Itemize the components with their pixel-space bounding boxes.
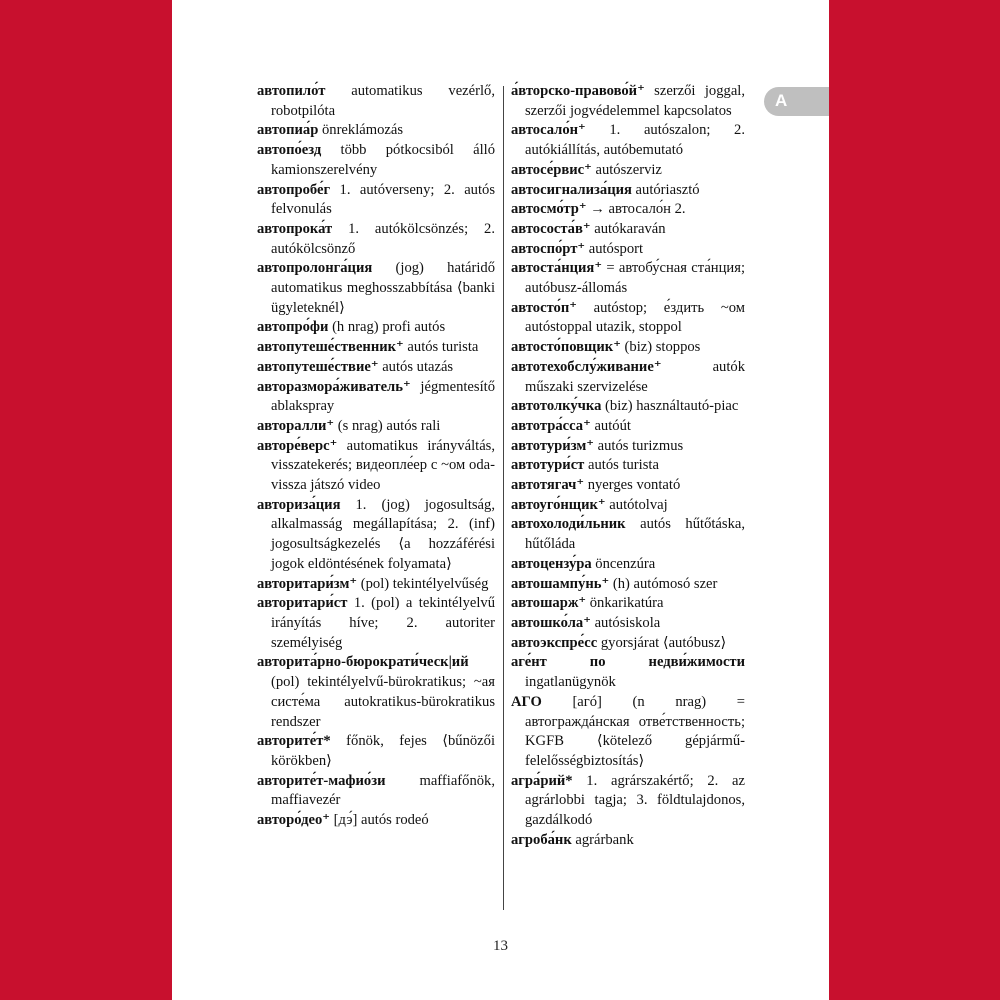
entry-definition: 1. agrárszakértő; 2. az agrárlobbi tagja; 3. földtulajdonos, gazdálkodó bbox=[525, 772, 745, 829]
dictionary-entry bbox=[257, 417, 495, 437]
entry-definition: = автобу́сная ста́нция; autóbusz-állomás bbox=[525, 260, 745, 297]
dictionary-entry bbox=[511, 358, 745, 397]
entry-headword: автосигнализа́ция bbox=[511, 181, 632, 198]
dictionary-entry bbox=[511, 417, 745, 437]
entry-headword: автопо́езд bbox=[257, 142, 322, 159]
dictionary-entry bbox=[511, 220, 745, 240]
entry-definition: agrárbank bbox=[571, 831, 634, 848]
dictionary-entry bbox=[257, 318, 495, 338]
entry-headword: автосто́п⁺ bbox=[511, 299, 577, 316]
entry-headword: автотягач⁺ bbox=[511, 477, 585, 494]
entry-headword: АГО bbox=[511, 693, 542, 710]
entry-definition: autós turista bbox=[584, 457, 659, 474]
dictionary-entry bbox=[257, 378, 495, 417]
entry-headword: авторите́т* bbox=[257, 733, 331, 750]
dictionary-entry bbox=[257, 772, 495, 811]
dictionary-entry bbox=[257, 338, 495, 358]
dictionary-entry bbox=[257, 259, 495, 318]
dictionary-entry bbox=[257, 141, 495, 180]
dictionary-entry bbox=[511, 496, 745, 516]
thumb-index-letter: A bbox=[775, 91, 788, 110]
dictionary-entry bbox=[257, 358, 495, 378]
entry-headword: аге́нт по недви́жимости bbox=[511, 654, 745, 671]
entry-headword: автотолку́чка bbox=[511, 398, 602, 415]
entry-headword: автопрока́т bbox=[257, 220, 333, 237]
dictionary-entry bbox=[257, 653, 495, 732]
entry-headword: агроба́нк bbox=[511, 831, 572, 848]
entry-definition: 1. (jog) jogosultság, alkalmasság megállapítása; 2. (inf) jogosultságkezelés ⟨a hozzáférési jogok eldöntésének folyamata⟩ bbox=[271, 496, 495, 572]
entry-definition: autószerviz bbox=[591, 161, 662, 178]
dictionary-entry bbox=[257, 575, 495, 595]
entry-definition: gyorsjárat ⟨autóbusz⟩ bbox=[597, 634, 727, 651]
entry-definition: önreklámozás bbox=[318, 122, 404, 139]
entry-headword: авторитари́зм⁺ bbox=[257, 575, 358, 592]
dictionary-entry bbox=[511, 259, 745, 298]
entry-headword: автопиа́р bbox=[257, 122, 319, 139]
entry-definition: szerzői joggal, szerzői jogvédelemmel kapcsolatos bbox=[525, 83, 745, 119]
dictionary-entry bbox=[511, 575, 745, 595]
entry-headword: авториза́ция bbox=[257, 496, 341, 513]
dictionary-entry bbox=[511, 299, 745, 338]
dictionary-entry bbox=[511, 653, 745, 692]
left-column bbox=[257, 82, 495, 831]
entry-headword: автошампу́нь⁺ bbox=[511, 575, 610, 592]
entry-headword: а́вторско-правово́й⁺ bbox=[511, 83, 645, 99]
entry-definition: automatikus vezérlő, robotpilóta bbox=[271, 83, 495, 119]
dictionary-entry bbox=[257, 811, 495, 831]
entry-headword: автопробе́г bbox=[257, 181, 331, 198]
entry-definition: autókaraván bbox=[590, 220, 666, 237]
dictionary-entry bbox=[511, 614, 745, 634]
entry-headword: автопутеше́ствие⁺ bbox=[257, 358, 379, 375]
entry-definition: jégmentesítő ablakspray bbox=[271, 378, 495, 415]
entry-definition: [дэ́] autós rodeó bbox=[329, 812, 429, 829]
entry-headword: автосмо́тр⁺ bbox=[511, 201, 587, 218]
page-number: 13 bbox=[493, 938, 508, 954]
entry-definition: autós turizmus bbox=[594, 437, 684, 454]
entry-definition: autók műszaki szervizelése bbox=[525, 358, 745, 395]
entry-headword: автоэкспре́сс bbox=[511, 634, 598, 651]
dictionary-entry bbox=[511, 831, 745, 851]
entry-definition: autósiskola bbox=[590, 614, 661, 631]
entry-definition: 1. autókölcsönzés; 2. autókölcsönző bbox=[271, 220, 495, 257]
entry-definition: több pótkocsiból álló kamionszerelvény bbox=[271, 142, 495, 178]
dictionary-entry bbox=[257, 437, 495, 496]
entry-definition: autóút bbox=[590, 417, 631, 434]
dictionary-entry bbox=[511, 397, 745, 417]
entry-definition: autós turista bbox=[403, 339, 479, 356]
entry-headword: авторита́рно-бюрократи́ческ|ий bbox=[257, 654, 469, 671]
entry-headword: автотехобслу́живание⁺ bbox=[511, 358, 662, 375]
entry-headword: автососта́в⁺ bbox=[511, 220, 591, 237]
entry-definition: (h nrag) profi autós bbox=[328, 319, 446, 336]
dictionary-entry bbox=[257, 121, 495, 141]
entry-definition: (s nrag) autós rali bbox=[334, 417, 441, 434]
entry-definition: autóriasztó bbox=[631, 181, 700, 198]
entry-definition: nyerges vontató bbox=[584, 477, 681, 494]
dictionary-entry bbox=[511, 456, 745, 476]
dictionary-entry bbox=[511, 476, 745, 496]
entry-headword: автосто́повщик⁺ bbox=[511, 339, 621, 356]
entry-headword: авторо́део⁺ bbox=[257, 812, 330, 829]
entry-definition: (pol) tekintélyelvű-bürokratikus; ~ая систе́ма autokratikus-bürokratikus rendszer bbox=[271, 674, 495, 730]
dictionary-entry bbox=[257, 181, 495, 220]
dictionary-entry bbox=[511, 161, 745, 181]
entry-headword: автопутеше́ственник⁺ bbox=[257, 339, 404, 356]
dictionary-entry bbox=[257, 82, 495, 121]
entry-headword: автосало́н⁺ bbox=[511, 122, 586, 139]
dictionary-entry bbox=[511, 555, 745, 575]
entry-definition: → автосало́н 2. bbox=[586, 201, 686, 218]
entry-headword: автошко́ла⁺ bbox=[511, 614, 591, 631]
entry-headword: автосе́рвис⁺ bbox=[511, 161, 592, 178]
entry-headword: автопро́фи bbox=[257, 319, 329, 336]
entry-headword: авторе́верс⁺ bbox=[257, 437, 338, 454]
entry-definition: autóstop; е́здить ~ом autóstoppal utazik, stoppol bbox=[525, 299, 745, 336]
column-divider bbox=[503, 86, 504, 910]
dictionary-entry bbox=[511, 693, 745, 772]
entry-definition: önkarikatúra bbox=[586, 595, 664, 612]
entry-definition: maffiafőnök, maffiavezér bbox=[271, 772, 495, 809]
entry-headword: авторитари́ст bbox=[257, 595, 348, 612]
entry-headword: автотури́зм⁺ bbox=[511, 437, 594, 454]
dictionary-entry bbox=[511, 181, 745, 201]
entry-definition: ingatlanügynök bbox=[525, 674, 616, 691]
dictionary-entry bbox=[511, 594, 745, 614]
entry-definition: 1. autószalon; 2. autókiállítás, autóbemutató bbox=[525, 122, 745, 159]
entry-headword: автоцензу́ра bbox=[511, 555, 592, 572]
entry-headword: агра́рий* bbox=[511, 772, 573, 789]
entry-definition: (h) autómosó szer bbox=[609, 575, 718, 592]
entry-definition: (biz) stoppos bbox=[620, 339, 701, 356]
dictionary-entry bbox=[511, 240, 745, 260]
entry-headword: автоуго́нщик⁺ bbox=[511, 496, 606, 513]
entry-definition: automatikus irányváltás, visszatekerés; видеопле́ер с ~ом oda-vissza játszó video bbox=[271, 437, 495, 494]
entry-headword: автоста́нция⁺ bbox=[511, 260, 603, 277]
entry-headword: автопило́т bbox=[257, 83, 326, 99]
dictionary-page bbox=[172, 0, 829, 1000]
thumb-index-tab bbox=[764, 87, 829, 116]
dictionary-entry bbox=[511, 772, 745, 831]
entry-headword: авторите́т-мафио́зи bbox=[257, 772, 386, 789]
entry-definition: 1. autóverseny; 2. autós felvonulás bbox=[271, 181, 495, 218]
dictionary-entry bbox=[257, 496, 495, 575]
dictionary-entry bbox=[257, 220, 495, 259]
dictionary-entry bbox=[511, 82, 745, 121]
entry-definition: (jog) határidő automatikus meghosszabbítása ⟨banki ügyleteknél⟩ bbox=[271, 260, 495, 316]
dictionary-entry bbox=[511, 515, 745, 554]
entry-headword: автопролонга́ция bbox=[257, 260, 373, 277]
dictionary-entry bbox=[511, 634, 745, 654]
entry-headword: автоспо́рт⁺ bbox=[511, 240, 586, 257]
entry-definition: 1. (pol) a tekintélyelvű irányítás híve; 2. autoriter személyiség bbox=[271, 595, 495, 651]
entry-definition: (biz) használtautó-piac bbox=[601, 398, 739, 415]
entry-headword: авторалли⁺ bbox=[257, 417, 335, 434]
entry-definition: öncenzúra bbox=[591, 555, 656, 572]
dictionary-entry bbox=[257, 732, 495, 771]
entry-headword: автохолоди́льник bbox=[511, 516, 626, 533]
entry-definition: autósport bbox=[585, 240, 644, 257]
entry-definition: autótolvaj bbox=[605, 496, 668, 513]
entry-definition: [агó] (n nrag) = автограждáнская отве́тственность; KGFB ⟨kötelező gépjármű-felelősségbiztosítás⟩ bbox=[525, 693, 745, 769]
entry-definition: főnök, fejes ⟨bűnözői körökben⟩ bbox=[271, 733, 495, 769]
right-column bbox=[511, 82, 745, 850]
entry-definition: autós utazás bbox=[378, 358, 454, 375]
dictionary-entry bbox=[511, 437, 745, 457]
entry-headword: авторазмора́живатель⁺ bbox=[257, 378, 411, 395]
entry-headword: автотра́сса⁺ bbox=[511, 417, 591, 434]
dictionary-entry bbox=[511, 200, 745, 220]
dictionary-entry bbox=[511, 338, 745, 358]
entry-headword: автошарж⁺ bbox=[511, 595, 587, 612]
entry-headword: автотури́ст bbox=[511, 457, 585, 474]
entry-definition: autós hűtőtáska, hűtőláda bbox=[525, 516, 745, 553]
dictionary-entry bbox=[257, 594, 495, 653]
dictionary-entry bbox=[511, 121, 745, 160]
entry-definition: (pol) tekintélyelvűség bbox=[357, 575, 489, 592]
